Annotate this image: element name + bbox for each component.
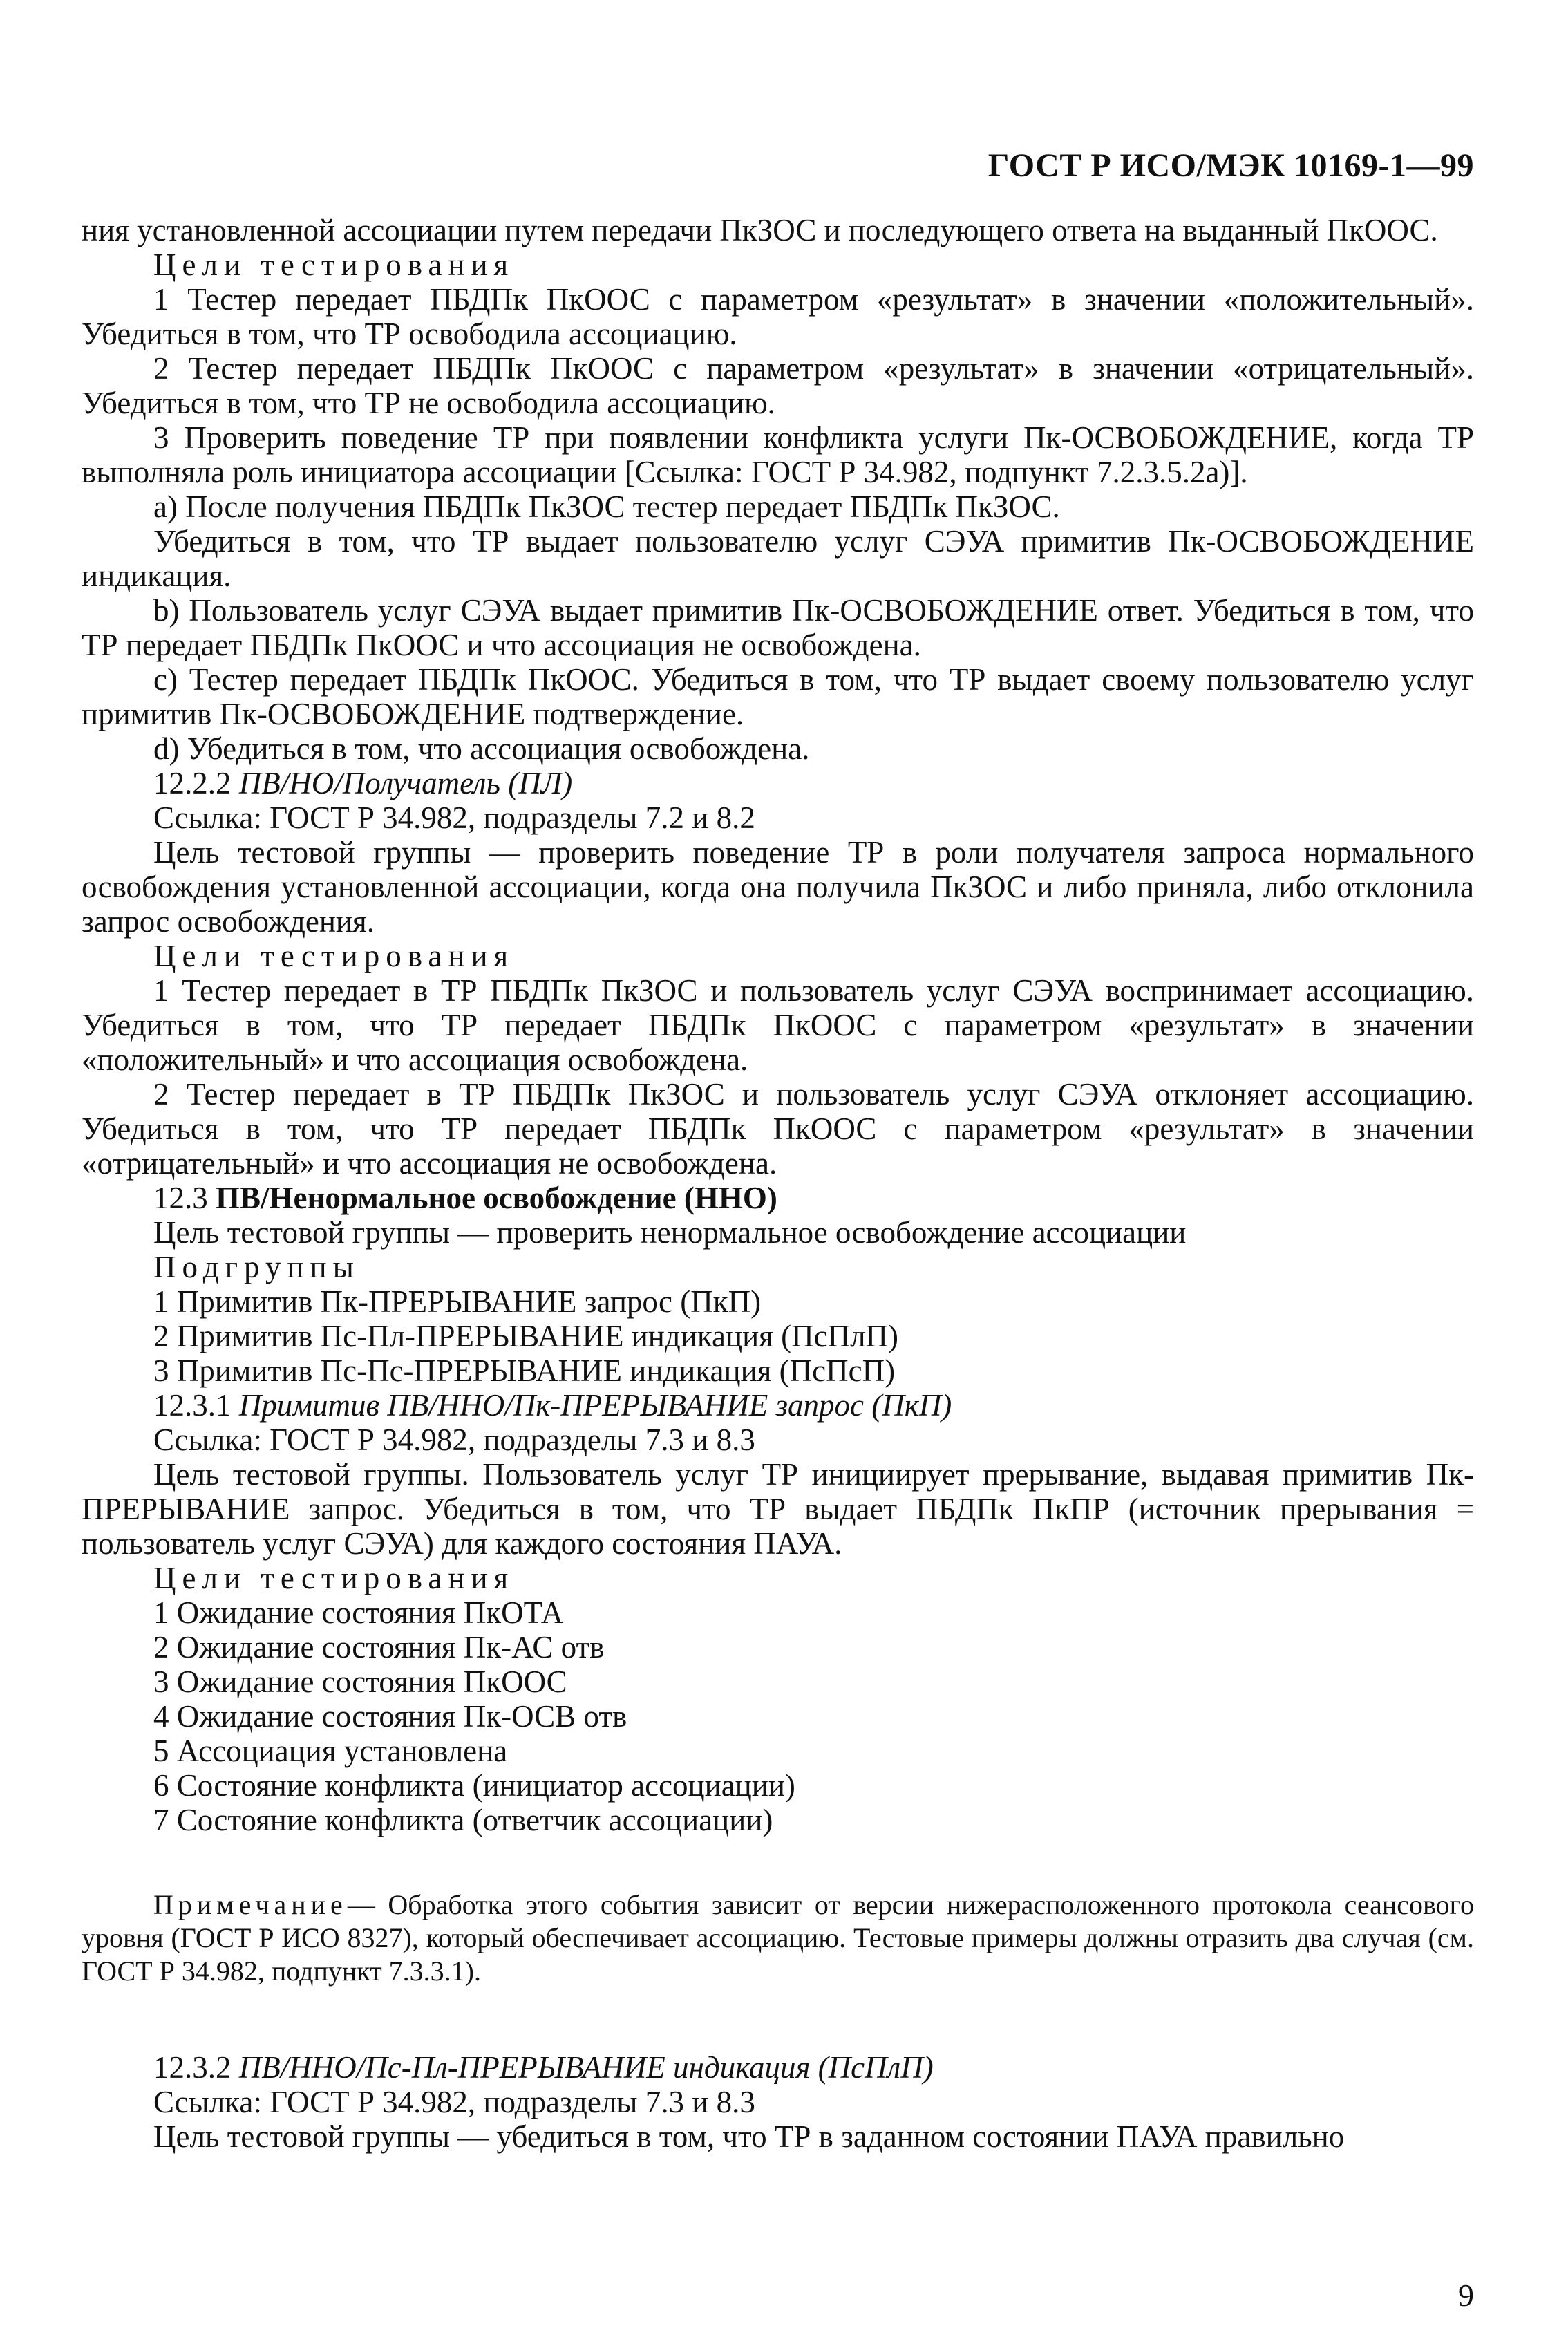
list-item: 2 Примитив Пс-Пл-ПРЕРЫВАНИЕ индикация (ПсПлП)	[153, 1319, 899, 1353]
document-page	[82, 138, 1474, 2316]
section-number: 12.3.1	[153, 1388, 232, 1423]
paragraph: 2 Тестер передает в ТР ПБДПк ПкЗОС и пользователь услуг СЭУА отклоняет ассоциацию. Убедиться в том, что ТР передает ПБДПк ПкООС с параметром «результат» в значении «отрицательный» и что ассоциация не освобождена.	[82, 1077, 1474, 1181]
section-number: 12.2.2	[153, 766, 232, 800]
page-number: 9	[1458, 2278, 1474, 2313]
paragraph: 2 Тестер передает ПБДПк ПкООС с параметром «результат» в значении «отрицательный». Убедиться в том, что ТР не освободила ассоциацию.	[82, 351, 1474, 420]
paragraph: Ссылка: ГОСТ Р 34.982, подразделы 7.3 и 8.3	[153, 2085, 755, 2119]
paragraph: ния установленной ассоциации путем передачи ПкЗОС и последующего ответа на выданный ПкООС.	[82, 213, 1438, 247]
list-item: 1 Примитив Пк-ПРЕРЫВАНИЕ запрос (ПкП)	[153, 1284, 762, 1319]
paragraph: Ссылка: ГОСТ Р 34.982, подразделы 7.2 и 8.2	[153, 800, 755, 835]
list-item: 5 Ассоциация установлена	[153, 1734, 508, 1768]
heading-subgroups: Подгруппы	[153, 1250, 360, 1284]
document-body	[82, 213, 1474, 2154]
section-title: ПВ/ННО/Пс-Пл-ПРЕРЫВАНИЕ индикация (ПсПлП)	[238, 2050, 934, 2085]
section-number: 12.3	[153, 1181, 208, 1215]
section-title: ПВ/НО/Получатель (ПЛ)	[238, 766, 573, 800]
section-heading-12-3-1	[82, 1388, 1474, 1423]
paragraph: a) После получения ПБДПк ПкЗОС тестер передает ПБДПк ПкЗОС.	[153, 489, 1060, 524]
document-header: ГОСТ Р ИСО/МЭК 10169-1—99	[988, 147, 1474, 184]
paragraph: 3 Проверить поведение ТР при появлении конфликта услуги Пк-ОСВОБОЖДЕНИЕ, когда ТР выполняла роль инициатора ассоциации [Ссылка: ГОСТ Р 34.982, подпункт 7.2.3.5.2а)].	[82, 420, 1474, 489]
section-heading-12-3	[82, 1181, 1474, 1215]
paragraph: 1 Тестер передает в ТР ПБДПк ПкЗОС и пользователь услуг СЭУА воспринимает ассоциацию. Убедиться в том, что ТР передает ПБДПк ПкООС с параметром «результат» в значении «положительный» и что ассоциация освобождена.	[82, 973, 1474, 1077]
paragraph: Убедиться в том, что ТР выдает пользователю услуг СЭУА примитив Пк-ОСВОБОЖДЕНИЕ индикация.	[82, 524, 1474, 593]
heading-test-goals: Цели тестирования	[153, 1561, 515, 1595]
heading-test-goals: Цели тестирования	[153, 247, 515, 282]
note-label: Примечание	[153, 1889, 348, 1920]
paragraph: Ссылка: ГОСТ Р 34.982, подразделы 7.3 и 8.3	[153, 1423, 755, 1457]
list-item: 3 Примитив Пс-Пс-ПРЕРЫВАНИЕ индикация (ПсПсП)	[153, 1353, 896, 1388]
paragraph: Цель тестовой группы — проверить поведение ТР в роли получателя запроса нормального освобождения установленной ассоциации, когда она получила ПкЗОС и либо приняла, либо отклонила запрос освобождения.	[82, 835, 1474, 939]
paragraph: d) Убедиться в том, что ассоциация освобождена.	[153, 731, 810, 766]
list-item: 3 Ожидание состояния ПкООС	[153, 1664, 567, 1699]
paragraph: Цель тестовой группы. Пользователь услуг ТР инициирует прерывание, выдавая примитив Пк-ПРЕРЫВАНИЕ запрос. Убедиться в том, что ТР выдает ПБДПк ПкПР (источник прерывания = пользователь услуг СЭУА) для каждого состояния ПАУА.	[82, 1457, 1474, 1561]
paragraph: b) Пользователь услуг СЭУА выдает примитив Пк-ОСВОБОЖДЕНИЕ ответ. Убедиться в том, что ТР передает ПБДПк ПкООС и что ассоциация не освобождена.	[82, 593, 1474, 662]
section-title: Примитив ПВ/ННО/Пк-ПРЕРЫВАНИЕ запрос (ПкП)	[238, 1388, 952, 1423]
heading-test-goals: Цели тестирования	[153, 939, 515, 973]
note	[82, 1888, 1474, 1988]
paragraph: c) Тестер передает ПБДПк ПкООС. Убедиться в том, что ТР выдает своему пользователю услуг примитив Пк-ОСВОБОЖДЕНИЕ подтверждение.	[82, 662, 1474, 731]
paragraph: 1 Тестер передает ПБДПк ПкООС с параметром «результат» в значении «положительный». Убедиться в том, что ТР освободила ассоциацию.	[82, 282, 1474, 351]
section-title: ПВ/Ненормальное освобождение (ННО)	[216, 1181, 777, 1215]
list-item: 7 Состояние конфликта (ответчик ассоциации)	[153, 1803, 773, 1837]
section-heading-12-2-2	[82, 766, 1474, 800]
paragraph: Цель тестовой группы — убедиться в том, что ТР в заданном состоянии ПАУА правильно	[153, 2119, 1345, 2154]
note-text: — Обработка этого события зависит от версии нижерасположенного протокола сеансового уровня (ГОСТ Р ИСО 8327), который обеспечивает ассоциацию. Тестовые примеры должны отразить два случая (см. ГОСТ Р 34.982, подпункт 7.3.3.1).	[82, 1889, 1474, 1987]
list-item: 4 Ожидание состояния Пк-ОСВ отв	[153, 1699, 627, 1734]
paragraph: Цель тестовой группы — проверить ненормальное освобождение ассоциации	[153, 1215, 1187, 1250]
section-heading-12-3-2	[82, 2050, 1474, 2085]
list-item: 2 Ожидание состояния Пк-АС отв	[153, 1630, 605, 1664]
list-item: 1 Ожидание состояния ПкОТА	[153, 1595, 564, 1630]
list-item: 6 Состояние конфликта (инициатор ассоциации)	[153, 1768, 795, 1803]
section-number: 12.3.2	[153, 2050, 232, 2085]
